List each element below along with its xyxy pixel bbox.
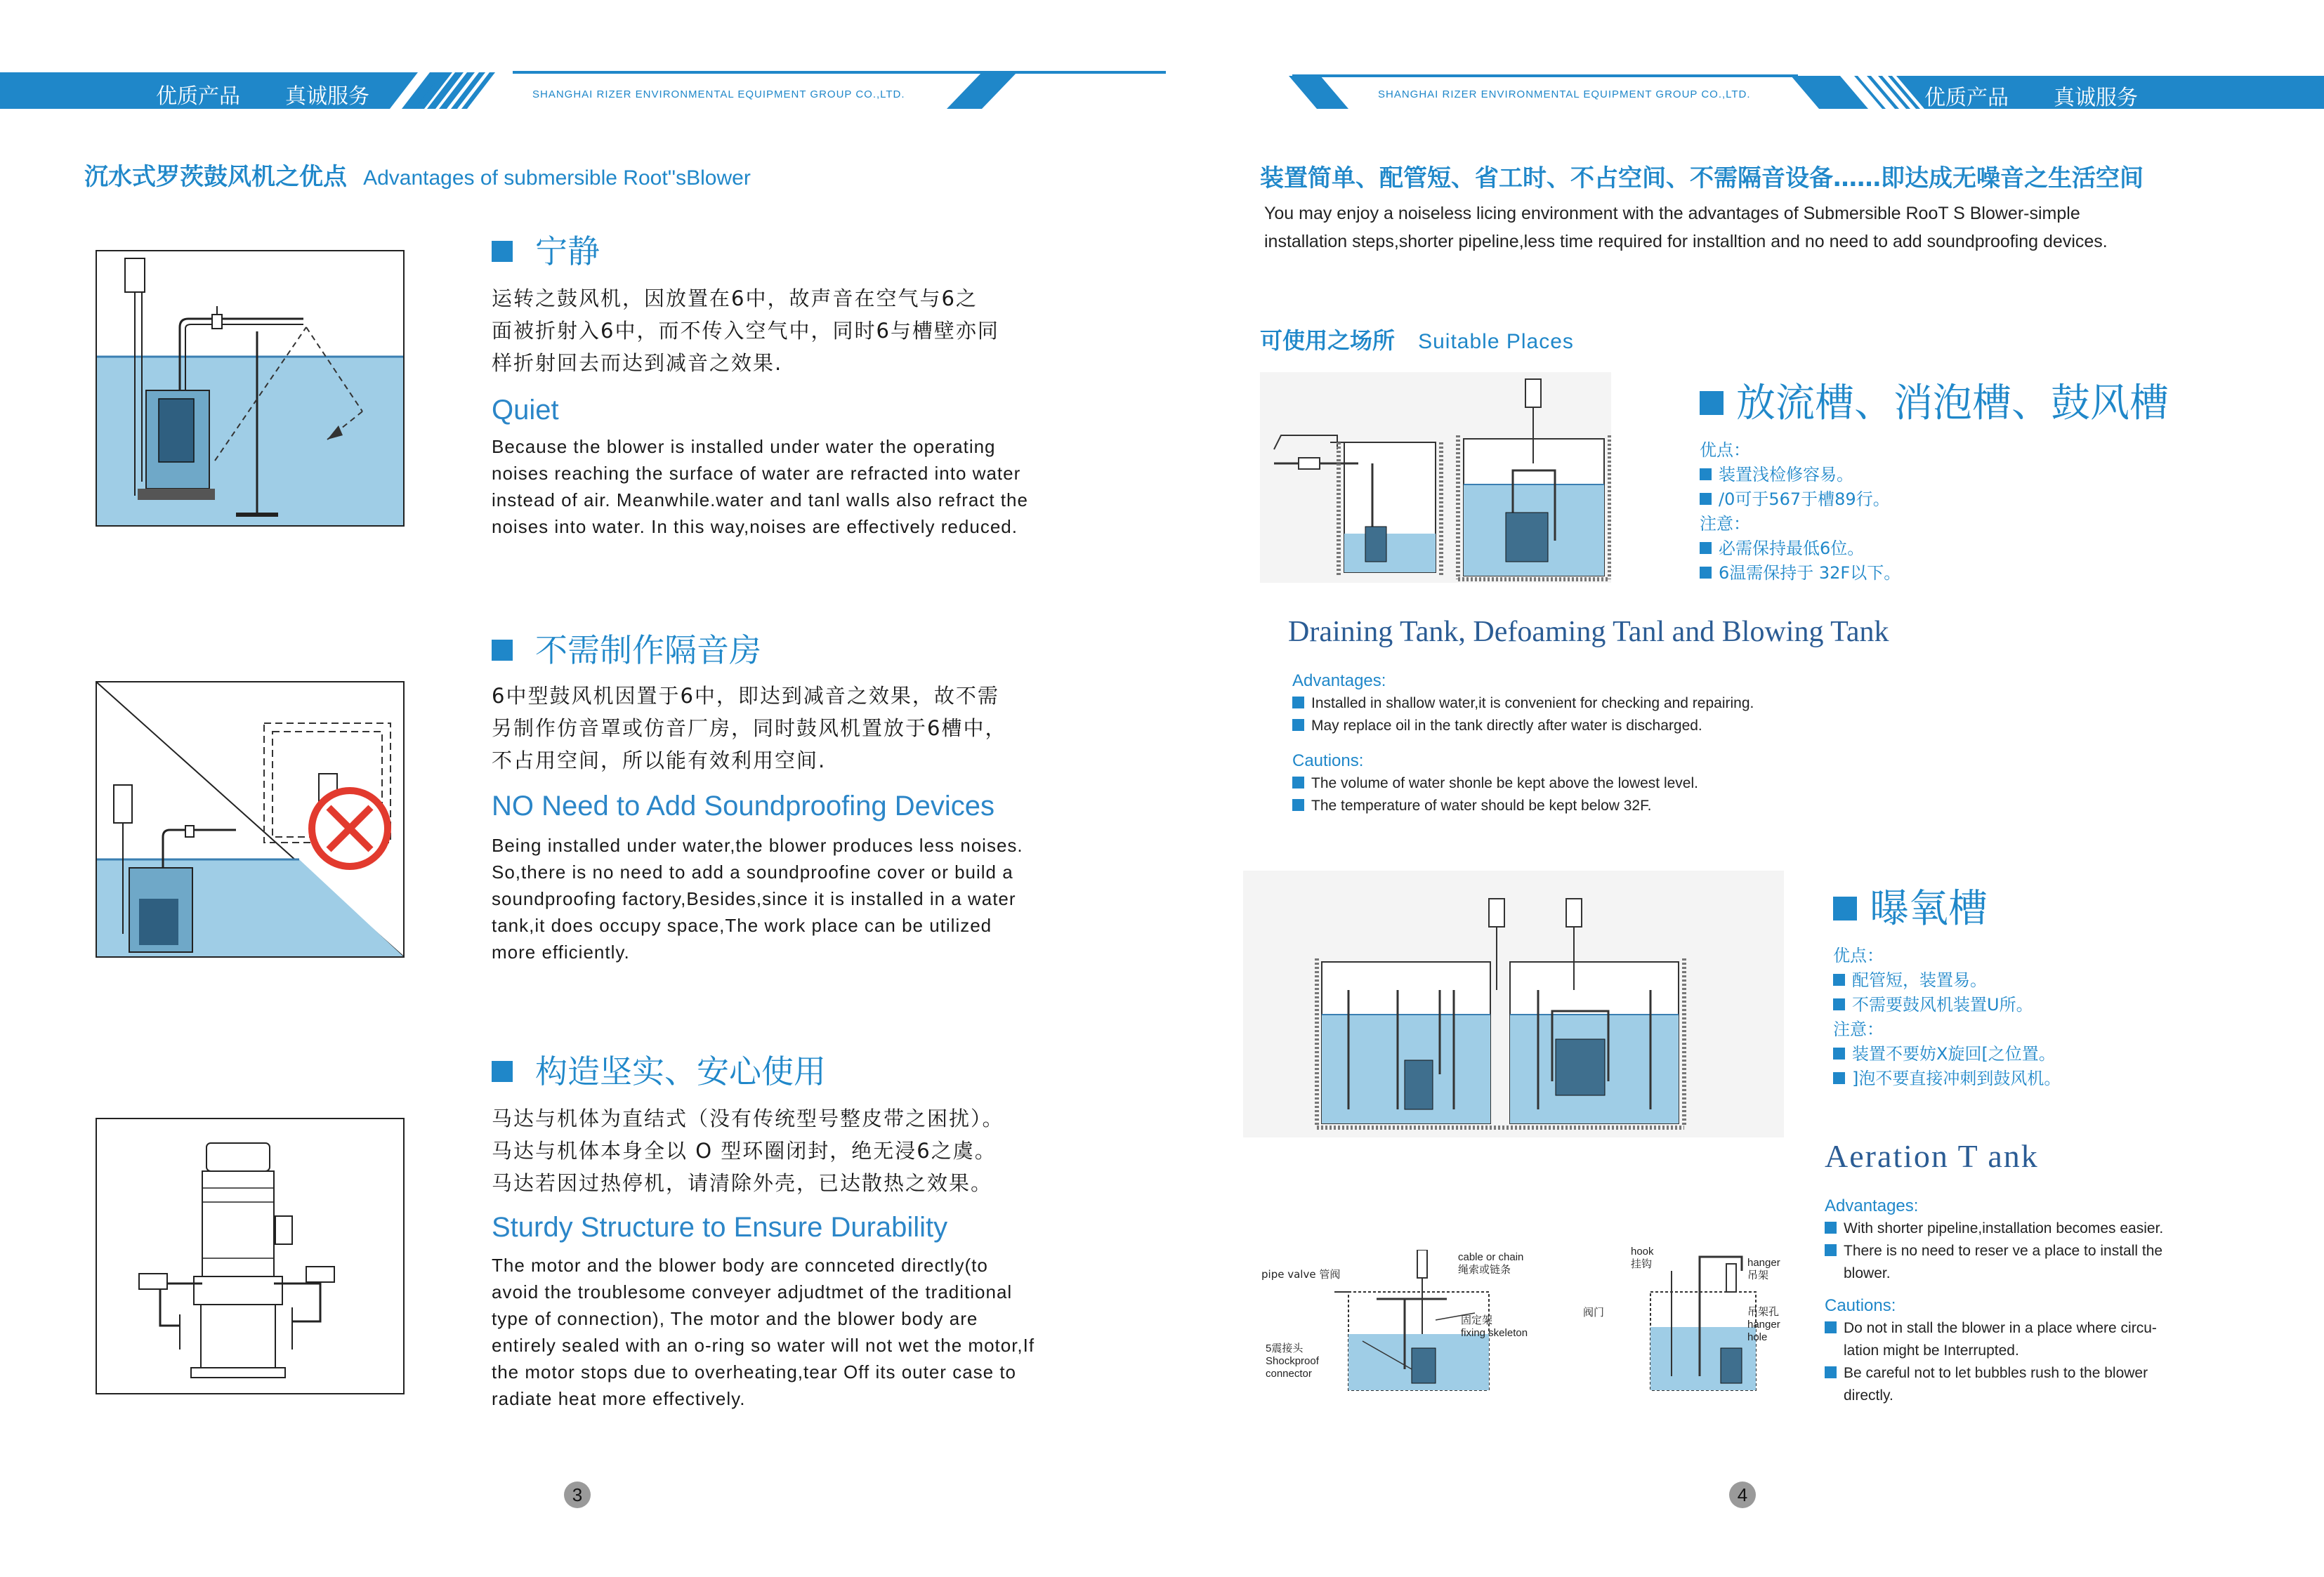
section-quiet-head-en: Quiet — [492, 395, 559, 425]
bullet-icon — [1700, 493, 1712, 505]
tank1-adv-en-item: May replace oil in the tank directly after water is discharged. — [1292, 715, 1924, 737]
tank2-adv-en-item: There is no need to reser ve a place to install the — [1825, 1240, 2309, 1262]
bullet-icon — [1825, 1366, 1837, 1378]
tank2-caution-en-item-cont: lation might be Interrupted. — [1844, 1342, 2019, 1359]
bullet-icon — [1825, 1321, 1837, 1333]
bullet-icon — [1292, 799, 1304, 811]
bullet-icon — [1700, 468, 1712, 480]
section-quiet-body-en: Because the blower is installed under water the operating noises reaching the surface of water are refracted into water instead of air. Meanwhile.water and tanl walls also refract the noises into water. In this way,noises are effectively reduced. — [492, 436, 1028, 537]
label-pipe-valve: pipe valve 管阀 — [1261, 1268, 1341, 1281]
section-sturdy-head-en: Sturdy Structure to Ensure Durability — [492, 1212, 948, 1243]
tank1-adv-en-item: Installed in shallow water,it is convenient for checking and repairing. — [1292, 692, 1924, 715]
tank2-caution-en-item-cont: directly. — [1844, 1387, 1893, 1404]
tank2-adv-item: 不需要鼓风机装置U所。 — [1833, 993, 2297, 1017]
label-fixing: 固定架 fixing skeleton — [1461, 1314, 1528, 1339]
bullet-icon — [1833, 974, 1845, 986]
section-quiet — [492, 226, 1082, 540]
tank1-adv-label-en: Advantages: — [1292, 671, 1386, 690]
label-hanger: hanger 吊架 — [1747, 1257, 1780, 1281]
header-slogan-2-right: 真诚服务 — [2054, 86, 2138, 110]
right-title-cn: 装置简单、配管短、省工时、不占空间、不需隔音设备……即达成无噪音之生活空间 — [1260, 164, 2144, 192]
tank1-caution-label-en: Cautions: — [1292, 751, 1364, 770]
tank2-head-en: Aeration T ank — [1825, 1138, 2039, 1174]
tank1-cn — [1700, 372, 2318, 586]
tank1-head-cn: 放流槽、消泡槽、鼓风槽 — [1700, 372, 2318, 428]
tank1-head-en: Draining Tank, Defoaming Tanl and Blowing Tank — [1288, 616, 1889, 648]
tank1-caution-en-item: The temperature of water should be kept below 32F. — [1292, 795, 1924, 817]
tank1-adv-item: /0可于567于槽89行。 — [1700, 487, 2318, 512]
label-valve: 阀门 — [1583, 1306, 1605, 1319]
tank2-adv-en-item-cont: blower. — [1844, 1265, 1891, 1281]
section-sturdy-head-cn: 构造坚实、安心使用 — [492, 1046, 1082, 1093]
bullet-icon — [1833, 998, 1845, 1010]
header-right-banner — [1166, 0, 2324, 119]
section-sturdy — [492, 1046, 1082, 1412]
tank2-en — [1825, 1195, 2309, 1407]
label-hanger-hole: 吊架孔 hanger hole — [1747, 1306, 1780, 1343]
tank2-cn — [1833, 878, 2297, 1091]
header-company-left: SHANGHAI RIZER ENVIRONMENTAL EQUIPMENT GROUP CO.,LTD. — [532, 88, 905, 100]
diagram-draining-tank — [1260, 372, 1611, 583]
tank2-adv-en-item: With shorter pipeline,installation becomes easier. — [1825, 1218, 2309, 1240]
left-title-cn: 沉水式罗茨鼓风机之优点 — [84, 163, 347, 191]
section-sturdy-body-cn: 马达与机体为直结式（没有传统型号整皮带之困扰）。 马达与机体本身全以 O 型环圈闭封，绝无浸6之虞。 马达若因过热停机，请清除外壳，已达散热之效果。 — [492, 1107, 1004, 1195]
tank1-en — [1292, 670, 1924, 817]
header-right — [1166, 0, 2324, 119]
bullet-square-icon — [492, 640, 513, 661]
tank2-adv-label-cn: 优点： — [1833, 946, 1884, 965]
places-title-en: Suitable Places — [1418, 330, 1574, 353]
section-no-soundproof-body-en: Being installed under water,the blower produces less noises. So,there is no need to add a soundproofine cover or build a soundproofing factory,Besides,since it is installed in a water tank,it does occupy space,The work place can be utilized more efficiently. — [492, 835, 1023, 963]
left-page-title — [84, 157, 751, 192]
section-no-soundproof — [492, 625, 1082, 965]
header-slogan-1-right: 优质产品 — [1924, 86, 2009, 110]
bullet-icon — [1700, 567, 1712, 579]
bullet-icon — [1292, 777, 1304, 788]
header-slogan-1: 优质产品 — [156, 84, 240, 109]
diagram-installation-right — [1643, 1250, 1763, 1404]
tank2-caution-label-en: Cautions: — [1825, 1296, 1896, 1315]
tank1-caution-label-cn: 注意： — [1700, 514, 1750, 534]
tank1-caution-en-item: The volume of water shonle be kept above the lowest level. — [1292, 772, 1924, 795]
tank1-adv-label-cn: 优点： — [1700, 440, 1750, 460]
right-intro-en: You may enjoy a noiseless licing environment with the advantages of Submersible RooT S Blower-simple installation steps,shorter pipeline,less time required for installtion and no need to add soundproofing devices. — [1264, 204, 2108, 251]
left-title-en: Advantages of submersible Root''sBlower — [363, 166, 751, 190]
section-sturdy-body-en: The motor and the blower body are connceted directly(to avoid the troublesome conveyer adjudtmet of the traditional type of connection), The motor and the blower body are entirely sealed with an o-ring so water will not wet the motor,If the motor stops due to overheating,tear Off its outer case to radiate heat more effectively. — [492, 1255, 1035, 1409]
section-no-soundproof-head-cn: 不需制作隔音房 — [492, 625, 1082, 671]
page-number-right: 4 — [1729, 1482, 1756, 1508]
page-number-left: 3 — [564, 1482, 591, 1508]
tank1-adv-item: 装置浅检修容易。 — [1700, 463, 2318, 487]
header-slogan-2: 真诚服务 — [285, 84, 369, 109]
bullet-icon — [1833, 1072, 1845, 1084]
bullet-icon — [1833, 1048, 1845, 1060]
diagram-quiet — [96, 250, 405, 527]
tank1-caution-item: 必需保持最低6位。 — [1700, 536, 2318, 561]
bullet-icon — [1825, 1244, 1837, 1256]
section-no-soundproof-body-cn: 6中型鼓风机因置于6中，即达到减音之效果，故不需 另制作仿音罩或仿音厂房，同时鼓风机置放于6槽中， 不占用空间，所以能有效利用空间. — [492, 684, 1007, 772]
label-cable: cable or chain 绳索或链条 — [1458, 1251, 1524, 1276]
tank1-caution-item: 6温需保持于 32F以下。 — [1700, 561, 2318, 586]
tank2-caution-label-cn: 注意： — [1833, 1020, 1884, 1039]
tank2-adv-item: 配管短，装置易。 — [1833, 968, 2297, 993]
bullet-square-icon — [492, 241, 513, 262]
tank2-adv-label-en: Advantages: — [1825, 1196, 1919, 1215]
tank2-caution-en-item: Do not in stall the blower in a place where circu- — [1825, 1317, 2309, 1340]
bullet-icon — [1292, 719, 1304, 731]
tank2-caution-item: 装置不要妨X旋回[之位置。 — [1833, 1042, 2297, 1067]
label-shockproof: 5震接头 Shockproof connector — [1266, 1342, 1319, 1380]
section-quiet-head-cn: 宁静 — [492, 226, 1082, 272]
bullet-icon — [1292, 697, 1304, 708]
header-left — [0, 0, 1166, 119]
suitable-places-title — [1260, 323, 1574, 355]
label-hook: hook 挂钩 — [1631, 1246, 1654, 1270]
bullet-square-icon — [1833, 897, 1857, 921]
tank2-caution-en-item: Be careful not to let bubbles rush to the blower — [1825, 1362, 2309, 1385]
section-no-soundproof-head-en: NO Need to Add Soundproofing Devices — [492, 791, 994, 822]
bullet-square-icon — [1700, 391, 1724, 415]
tank2-head-cn: 曝氧槽 — [1833, 878, 2297, 934]
places-title-cn: 可使用之场所 — [1260, 327, 1396, 354]
diagram-sturdy-structure — [96, 1118, 405, 1394]
diagram-aeration-tank — [1243, 871, 1784, 1137]
diagram-no-soundproof — [96, 681, 405, 958]
bullet-icon — [1825, 1222, 1837, 1234]
bullet-square-icon — [492, 1061, 513, 1082]
bullet-icon — [1700, 542, 1712, 554]
header-company-right: SHANGHAI RIZER ENVIRONMENTAL EQUIPMENT GROUP CO.,LTD. — [1378, 88, 1751, 100]
tank2-caution-item: ]泡不要直接冲刺到鼓风机。 — [1833, 1067, 2297, 1091]
section-quiet-body-cn: 运转之鼓风机，因放置在6中，故声音在空气与6之 面被折射入6中，而不传入空气中，同时6与槽壁亦同 样折射回去而达到减音之效果. — [492, 286, 999, 375]
